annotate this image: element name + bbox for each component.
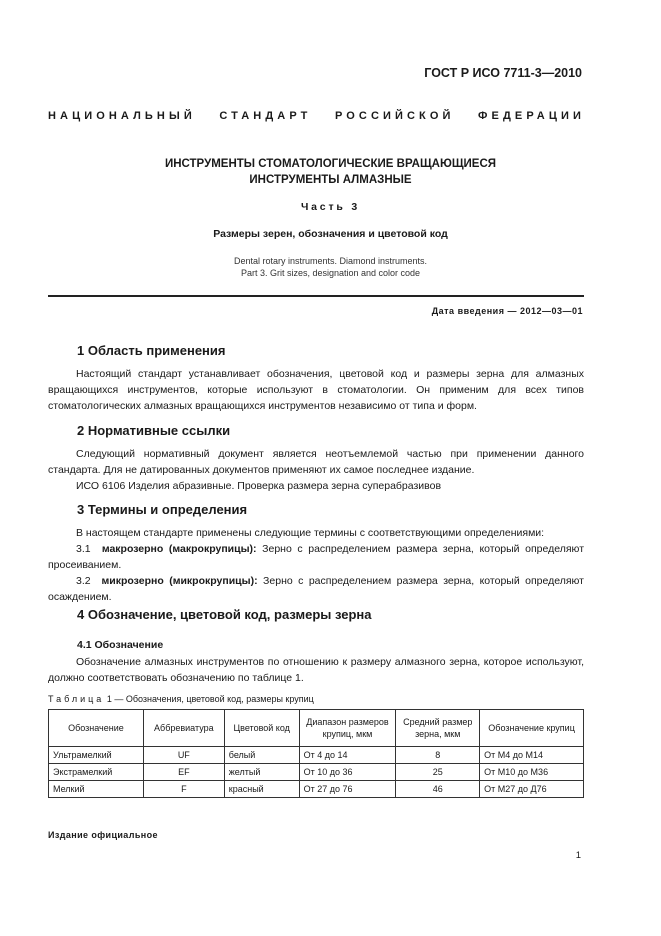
section-2-body	[48, 446, 584, 494]
table-cell: UF	[143, 747, 224, 764]
header-divider	[48, 295, 584, 297]
table-caption	[48, 694, 314, 704]
national-standard-banner: НАЦИОНАЛЬНЫЙ СТАНДАРТ РОССИЙСКОЙ ФЕДЕРАЦИИ	[48, 110, 585, 122]
official-edition-label: Издание официальное	[48, 830, 158, 840]
document-code: ГОСТ Р ИСО 7711-3—2010	[424, 66, 582, 80]
table-cell: EF	[143, 764, 224, 781]
document-title-line-2: ИНСТРУМЕНТЫ АЛМАЗНЫЕ	[249, 174, 412, 186]
table-cell: 8	[396, 747, 480, 764]
column-header: Обозначение	[49, 710, 144, 747]
normative-reference: ИСО 6106 Изделия абразивные. Проверка размера зерна суперабразивов	[76, 480, 442, 492]
table-header-row	[49, 710, 584, 747]
table-row	[49, 747, 584, 764]
section-4-heading: 4 Обозначение, цветовой код, размеры зерна	[77, 607, 372, 622]
part-label: Часть 3	[300, 201, 360, 213]
document-title-line-1: ИНСТРУМЕНТЫ СТОМАТОЛОГИЧЕСКИЕ ВРАЩАЮЩИЕСЯ	[164, 158, 497, 170]
column-header: Аббревиатура	[143, 710, 224, 747]
section-4-1-paragraph: Обозначение алмазных инструментов по отношению к размеру алмазного зерна, которое используют, должно соответствовать обозначению по таблице 1.	[48, 656, 584, 684]
term-number: 3.1	[76, 543, 91, 555]
table-cell: От 27 до 76	[299, 781, 396, 798]
section-3-heading: 3 Термины и определения	[77, 502, 248, 517]
table-cell: От M4 до M14	[480, 747, 584, 764]
grit-size-table	[48, 709, 584, 798]
section-4-1-body	[48, 654, 584, 686]
section-2-paragraph: Следующий нормативный документ является неотъемлемой частью при применении данного стандарта. Для не датированных документов применяют их самое последнее издание.	[48, 448, 584, 476]
table-cell: белый	[224, 747, 299, 764]
table-caption-text: 1 — Обозначения, цветовой код, размеры крупиц	[106, 694, 314, 704]
section-4-1-heading: 4.1 Обозначение	[77, 639, 164, 651]
section-2-heading: 2 Нормативные ссылки	[77, 423, 231, 438]
table-caption-word: Таблица	[48, 694, 105, 704]
section-3-intro: В настоящем стандарте применены следующие термины с соответствующими определениями:	[76, 527, 545, 539]
table-cell: красный	[224, 781, 299, 798]
table-cell: Мелкий	[49, 781, 144, 798]
table-cell: Ультрамелкий	[49, 747, 144, 764]
table-cell: От M10 до M36	[480, 764, 584, 781]
section-1-heading: 1 Область применения	[77, 343, 226, 358]
document-subtitle: Размеры зерен, обозначения и цветовой код	[213, 228, 448, 240]
table-cell: 46	[396, 781, 480, 798]
table-row	[49, 764, 584, 781]
table-cell: От 10 до 36	[299, 764, 396, 781]
column-header: Цветовой код	[224, 710, 299, 747]
table-cell: F	[143, 781, 224, 798]
section-1-body	[48, 366, 584, 414]
page-number: 1	[575, 850, 581, 861]
english-title-line-1: Dental rotary instruments. Diamond instruments.	[233, 256, 428, 266]
term-name: микрозерно (микрокрупицы):	[101, 575, 258, 587]
table-row	[49, 781, 584, 798]
table-cell: желтый	[224, 764, 299, 781]
table-cell: Экстрамелкий	[49, 764, 144, 781]
term-number: 3.2	[76, 575, 91, 587]
column-header: Диапазон размеров крупиц, мкм	[299, 710, 396, 747]
column-header: Обозначение крупиц	[480, 710, 584, 747]
term-definition: Зерно с распределением размера зерна, который определяют осаждением.	[48, 575, 584, 603]
term-name: макрозерно (макрокрупицы):	[101, 543, 257, 555]
introduction-date: Дата введения — 2012—03—01	[431, 306, 583, 316]
section-1-paragraph: Настоящий стандарт устанавливает обозначения, цветовой код и размеры зерна для алмазных вращающихся инструментов, которые используют в стоматологии. Он применим для всех типов стоматологических алмазных вращающихся инструментов независимо от типа и форм.	[48, 368, 584, 412]
term-3-1	[48, 541, 584, 573]
english-title-line-2: Part 3. Grit sizes, designation and color code	[240, 268, 421, 278]
term-3-2	[48, 573, 584, 605]
term-definition: Зерно с распределением размера зерна, который определяют просеиванием.	[48, 543, 585, 571]
table-cell: От 4 до 14	[299, 747, 396, 764]
table-cell: От M27 до Д76	[480, 781, 584, 798]
column-header: Средний размер зерна, мкм	[396, 710, 480, 747]
section-3-body	[48, 525, 584, 605]
table-cell: 25	[396, 764, 480, 781]
